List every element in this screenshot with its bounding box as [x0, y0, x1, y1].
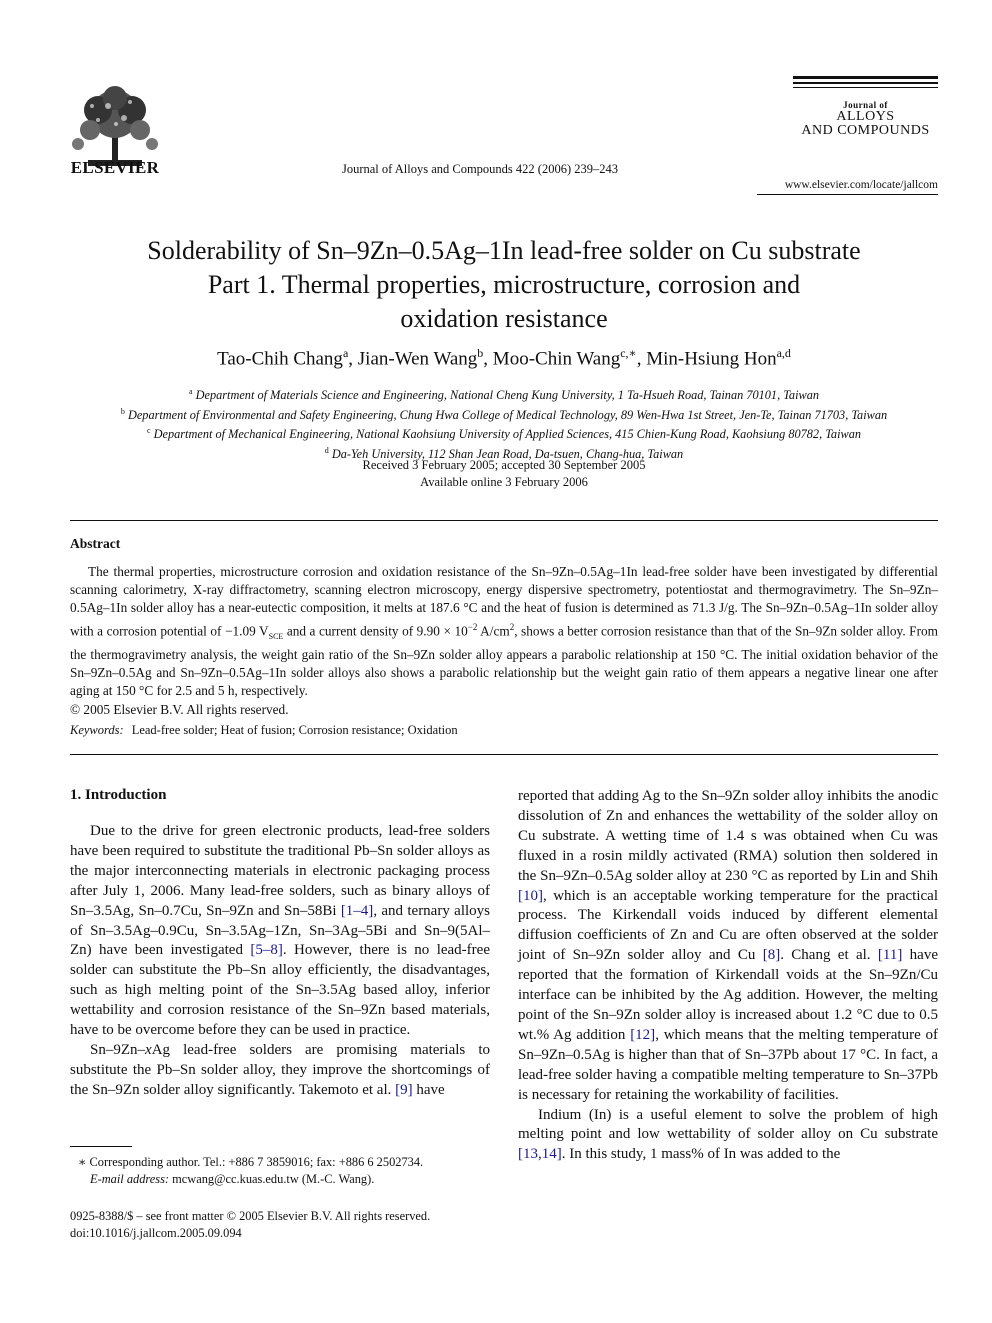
- journal-reference: Journal of Alloys and Compounds 422 (2006) 239–243: [341, 162, 619, 176]
- journal-logo-rule: [793, 87, 938, 88]
- article-dates: [70, 457, 938, 491]
- journal-url[interactable]: www.elsevier.com/locate/jallcom: [784, 179, 938, 191]
- intro-paragraph-1: [70, 822, 490, 1041]
- author-sep: ,: [348, 348, 358, 370]
- body-text: have: [412, 1081, 445, 1098]
- abstract-sup: 2: [509, 621, 515, 632]
- intro-paragraph-3: [518, 1106, 938, 1166]
- intro-paragraph-2-cont: [518, 787, 938, 1106]
- email-address[interactable]: mcwang@cc.kuas.edu.tw (M.-C. Wang).: [169, 1171, 375, 1186]
- author-affil-mark[interactable]: b: [477, 346, 484, 360]
- abstract-sup: −2: [467, 621, 478, 632]
- body-text: . However, there is no lead-free solder can substitute the Pb–Sn alloy efficiently, the disadvantages, such as high melting point of the Sn–3.5Ag based alloy, inferior wettability and corrosion resistance of the Sn–9Zn based materials, have to be overcome before they can be used in practice.: [70, 942, 490, 1039]
- available-date: Available online 3 February 2006: [420, 475, 588, 489]
- intro-paragraph-2: [70, 1041, 490, 1101]
- affiliation-mark: a: [188, 387, 193, 396]
- front-matter: [70, 1208, 490, 1241]
- footnote-rule: [70, 1146, 132, 1147]
- body-text: Indium (In) is a useful element to solve the problem of high melting point and low wettability of solder alloy on Cu substrate: [518, 1106, 938, 1143]
- abstract-copyright: © 2005 Elsevier B.V. All rights reserved.: [70, 701, 289, 717]
- publisher-name: ELSEVIER: [70, 158, 160, 177]
- body-text: . Chang et al.: [780, 947, 878, 964]
- body-text: , which means that the melting temperature of Sn–9Zn–0.5Ag is higher than that of Sn–37Pb about 17 °C. In fact, a lead-free solder having a compatible melting temperature to Sn–37Pb is necessary for retaining the workability of facilities.: [518, 1026, 938, 1103]
- article-title: [70, 234, 938, 336]
- body-text: , and ternary alloys of Sn–3.5Ag–0.9Cu, Sn–3.5Ag–1Zn, Sn–3Ag–5Bi and Sn–9(5Al–Zn) have been investigated: [70, 902, 490, 959]
- keywords: [70, 723, 938, 738]
- abstract-text: and a current density of 9.90 × 10: [283, 623, 468, 639]
- body-text: Ag lead-free solders are promising materials to substitute the Pb–Sn solder alloy, they improve the shortcomings of the Sn–9Zn solder alloy significantly. Takemoto et al.: [70, 1041, 490, 1098]
- url-underline: [757, 194, 938, 195]
- body-text-italic: x: [145, 1041, 152, 1058]
- section-heading: 1. Introduction: [70, 787, 167, 803]
- journal-logo-line2: AND COMPOUNDS: [801, 123, 930, 138]
- left-column: [70, 822, 490, 1101]
- footnote: [70, 1154, 490, 1187]
- received-date: Received 3 February 2005; accepted 30 September 2005: [362, 458, 646, 472]
- affiliation-text: Da-Yeh University, 112 Shan Jean Road, Da-tsuen, Chang-hua, Taiwan: [331, 446, 684, 461]
- title-line-2: Part 1. Thermal properties, microstructure, corrosion and: [207, 270, 801, 299]
- author-name: Jian-Wen Wang: [357, 348, 478, 370]
- citation-link[interactable]: [13,14]: [518, 1146, 562, 1163]
- affiliation: [70, 404, 938, 424]
- keywords-text: Lead-free solder; Heat of fusion; Corrosion resistance; Oxidation: [131, 723, 458, 737]
- doi-line[interactable]: doi:10.1016/j.jallcom.2005.09.094: [70, 1225, 242, 1240]
- author-name: Tao-Chih Chang: [217, 348, 343, 370]
- affiliation-mark: d: [324, 445, 329, 455]
- affiliation-mark: c: [147, 426, 151, 436]
- body-text: reported that adding Ag to the Sn–9Zn solder alloy inhibits the anodic dissolution of Zn and enhances the wettability of the solder alloy on Cu substrate. A wetting time of 1.4 s was obtained when Cu was fluxed in a rosin mildly activated (RMA) solution then soldered in the Sn–9Zn–0.5Ag solder alloy at 230 °C as reported by Lin and Shih: [518, 788, 938, 884]
- citation-link[interactable]: [8]: [762, 947, 781, 964]
- abstract-text: A/cm: [477, 623, 510, 639]
- abstract-text: , shows a better corrosion resistance than that of the Sn–9Zn solder alloy. From the thermogravimetry analysis, the weight gain ratio of the Sn–9Zn solder alloy appears a parabolic relationship at 150 °C. The initial oxidation behavior of the Sn–9Zn–0.5Ag and Sn–9Zn–0.5Ag–1In solder alloys also shows a parabolic relationship but the weight gain ratio of them appears a negative linear one after aging at 150 °C for 2.5 and 5 h, respectively.: [70, 623, 938, 699]
- journal-logo-rule: [793, 76, 938, 79]
- affiliation-text: Department of Mechanical Engineering, National Kaohsiung University of Applied Sciences, 415 Chien-Kung Road, Kaohsiung 80782, Taiwan: [153, 427, 861, 442]
- body-text: Due to the drive for green electronic products, lead-free solders have been required to substitute the traditional Pb–Sn solder alloys as the major interconnecting materials in electronic packaging process after July 1, 2006. Many lead-free solders, such as binary alloys of Sn–3.5Ag, Sn–0.7Cu, Sn–9Zn and Sn–58Bi: [70, 823, 490, 919]
- affiliation-text: Department of Environmental and Safety Engineering, Chung Hwa College of Medical Technology, 89 Wen-Hwa 1st Street, Jen-Te, Tainan 71703, Taiwan: [127, 407, 888, 422]
- affiliation: [70, 423, 938, 443]
- abstract-text: The thermal properties, microstructure corrosion and oxidation resistance of the Sn–9Zn–0.5Ag–1In lead-free solder have been investigated by differential scanning calorimetry, X-ray diffractometry, scanning electron microscopy, energy dispersive spectrometry, potentiostat and thermogravimetry. The Sn–9Zn–0.5Ag–1In solder alloy has a near-eutectic composition, it melts at 187.6 °C and the heat of fusion is determined as 71.3 J/g. The Sn–9Zn–0.5Ag–1In solder alloy with a corrosion potential of −1.09 V: [70, 564, 938, 639]
- citation-link[interactable]: [11]: [877, 947, 903, 964]
- right-column: [518, 787, 938, 1165]
- author-name: Moo-Chin Wang: [492, 348, 621, 370]
- affiliation: [70, 384, 938, 404]
- title-line-3: oxidation resistance: [400, 304, 608, 333]
- affiliations: [70, 384, 938, 462]
- author-affil-mark[interactable]: a: [342, 346, 349, 360]
- author-affil-mark[interactable]: a,d: [776, 346, 791, 360]
- citation-link[interactable]: [5–8]: [250, 942, 283, 959]
- affiliation-text: Department of Materials Science and Engineering, National Cheng Kung University, 1 Ta-Hsueh Road, Tainan 70101, Taiwan: [195, 388, 819, 403]
- author-sep: ,: [636, 348, 647, 370]
- journal-logo-line1: ALLOYS: [836, 109, 895, 124]
- abstract-heading: Abstract: [70, 536, 121, 551]
- body-text: , which is an acceptable working temperature for the practical process. The Kirkendall voids induced by different elemental diffusion coefficients of Zn and Cu are often observed at the solder joint of Sn–9Zn solder alloy and Cu: [518, 887, 938, 964]
- citation-link[interactable]: [9]: [395, 1081, 413, 1098]
- divider: [70, 520, 938, 521]
- corresponding-author: ∗ Corresponding author. Tel.: +886 7 3859016; fax: +886 6 2502734.: [78, 1155, 424, 1169]
- author-list: [70, 346, 938, 370]
- body-text: have reported that the formation of Kirkendall voids at the Sn–9Zn/Cu interface can be inhibited by the Ag addition. However, the melting point of the Sn–9Zn solder alloy is increased about 1.2 °C due to 0.5 wt.% Ag addition: [518, 947, 938, 1043]
- citation-link[interactable]: [12]: [630, 1026, 656, 1043]
- citation-link[interactable]: [10]: [518, 887, 543, 904]
- keywords-label: Keywords:: [70, 723, 124, 737]
- author-affil-mark[interactable]: c,∗: [620, 346, 637, 360]
- affiliation-mark: b: [120, 406, 125, 416]
- email-line: [70, 1171, 490, 1188]
- citation-link[interactable]: [1–4]: [340, 902, 374, 919]
- divider: [70, 754, 938, 755]
- abstract-body: [70, 563, 938, 719]
- body-text: . In this study, 1 mass% of In was added to the: [561, 1146, 841, 1163]
- author-sep: ,: [483, 348, 493, 370]
- journal-logo-rule: [793, 82, 938, 84]
- issn-line: 0925-8388/$ – see front matter © 2005 Elsevier B.V. All rights reserved.: [70, 1209, 431, 1223]
- abstract-paragraph: [70, 563, 938, 701]
- abstract-sub: SCE: [268, 631, 284, 641]
- author-name: Min-Hsiung Hon: [646, 348, 777, 370]
- body-text: Sn–9Zn–: [90, 1041, 146, 1058]
- email-label: E-mail address:: [90, 1171, 170, 1186]
- title-line-1: Solderability of Sn–9Zn–0.5Ag–1In lead-free solder on Cu substrate: [147, 236, 861, 265]
- journal-logo: [793, 110, 938, 138]
- journal-logo-small: Journal of: [843, 100, 888, 110]
